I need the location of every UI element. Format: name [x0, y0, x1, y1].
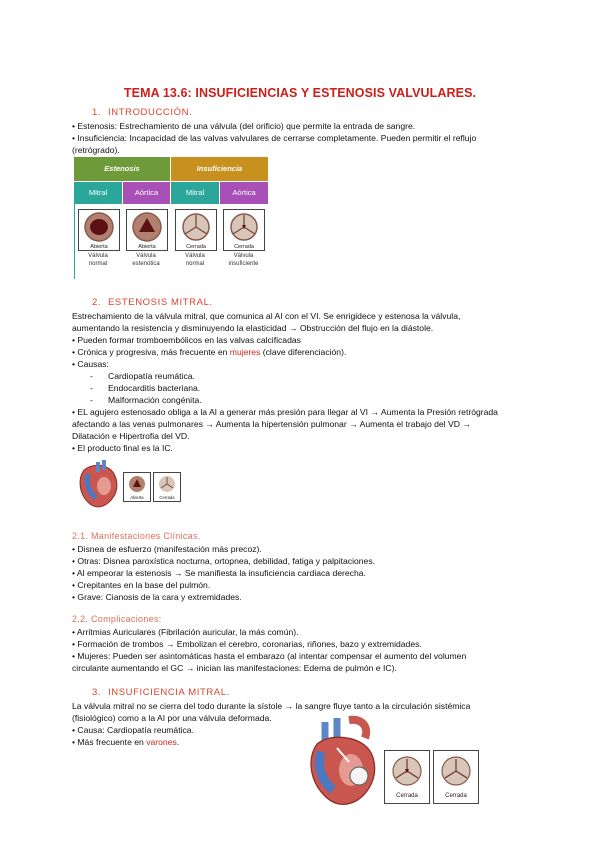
svg-text:Abierta: Abierta: [130, 495, 144, 500]
valve-image-insufficient: [223, 209, 265, 251]
section-1-heading: [92, 107, 192, 118]
list-item: - Cardiopatía reumática.: [90, 371, 195, 381]
list-item: - Endocarditis bacteriana.: [90, 383, 201, 393]
valve-caption: Válvula normal: [185, 253, 205, 267]
valve-image-closed-normal: [175, 209, 217, 251]
text-line: • Pueden formar tromboembólicos en las valvas calcificadas: [72, 335, 301, 345]
col-mitral-2: Mitral: [171, 182, 219, 204]
text-line: • Más frecuente en varones.: [72, 737, 180, 747]
section-2-number: 2.: [92, 297, 102, 308]
valve-caption: Válvula estenótica: [132, 253, 160, 267]
text-line: • Crepitantes en la base del pulmón.: [72, 580, 211, 590]
text-line: (fisiológico) como a la AI por una válvula deformada.: [72, 713, 272, 723]
stenosis-valve-open: [123, 472, 151, 502]
highlight-varones: varones: [146, 737, 177, 747]
valve-state-label: Abierta: [138, 244, 156, 250]
text-line: • Al empeorar la estenosis → Se manifiesta la insuficiencia cardiaca derecha.: [72, 568, 366, 578]
list-item: - Malformación congénita.: [90, 395, 202, 405]
closed-valve-icon: [176, 210, 216, 250]
valve-image-stenotic: [126, 209, 168, 251]
stenotic-valve-icon: [127, 210, 167, 250]
text-line: • EL agujero estenosado obliga a la AI a generar más presión para llegar al VI → Aumenta la Presión retrógrada: [72, 407, 498, 417]
section-2-title: ESTENOSIS MITRAL.: [108, 297, 213, 308]
text-line: • Mujeres: Pueden ser asintomáticas hasta el embarazo (al intentar compensar el aumento del volumen: [72, 651, 467, 661]
insufficient-valve-icon: [224, 210, 264, 250]
svg-text:Cerrada: Cerrada: [396, 793, 418, 799]
header-insuficiencia: Insuficiencia: [171, 157, 268, 181]
text-line: Estrechamiento de la válvula mitral, que comunica al AI con el VI. Se enrigidece y estenosa la válvula,: [72, 311, 461, 321]
section-2-heading: [92, 297, 213, 308]
text-line: • Formación de trombos → Embolizan el cerebro, coronarias, riñones, bazo y extremidades.: [72, 639, 422, 649]
text-line: afectando a las venas pulmonares → Aumenta la hipertensión pulmonar → Aumenta el trabajo del VD →: [72, 419, 471, 429]
text-line: • Disnea de esfuerzo (manifestación más precoz).: [72, 544, 262, 554]
text-line: • Otras: Disnea paroxística nocturna, ortopnea, debilidad, fatiga y palpitaciones.: [72, 556, 376, 566]
col-aortica-2: Aórtica: [220, 182, 268, 204]
col-aortica-1: Aórtica: [123, 182, 170, 204]
subsection-2-2-heading: 2.2. Complicaciones:: [72, 614, 162, 624]
valve-state-label: Cerrada: [186, 244, 206, 250]
text-line: • Crónica y progresiva, más frecuente en mujeres (clave diferenciación).: [72, 347, 347, 357]
header-estenosis: Estenosis: [74, 157, 170, 181]
valve-caption: Válvula normal: [88, 253, 108, 267]
text-line: • El producto final es la IC.: [72, 443, 173, 453]
text-line: circulante aumentando el GC → inician las manifestaciones: Edema de pulmón e IC).: [72, 663, 397, 673]
text-line: Dilatación e Hipertrofia del VD.: [72, 431, 190, 441]
svg-text:Cerrada: Cerrada: [445, 793, 467, 799]
open-valve-icon: [124, 473, 150, 501]
subsection-2-1-heading: 2.1. Manifestaciones Clínicas.: [72, 531, 201, 541]
svg-text:Cerrada: Cerrada: [159, 495, 175, 500]
valve-caption: Válvula insuficiente: [228, 253, 259, 267]
text-line: • Grave: Cianosis de la cara y extremidades.: [72, 592, 242, 602]
col-mitral-1: Mitral: [74, 182, 122, 204]
insufficiency-valve-1: [384, 750, 430, 804]
closed-valve-icon: [434, 751, 478, 803]
text-line: • Causas:: [72, 359, 109, 369]
valve-comparison-figure: [74, 157, 268, 279]
section-1-number: 1.: [92, 107, 102, 118]
section-3-heading: [92, 687, 230, 698]
valve-image-open-mitral: [78, 209, 120, 251]
open-valve-icon: [79, 210, 119, 250]
heart-illustration-icon: [303, 714, 383, 814]
closed-valve-icon: [154, 473, 180, 501]
text-line: • Causa: Cardiopatía reumática.: [72, 725, 194, 735]
valve-state-label: Cerrada: [234, 244, 254, 250]
text-line: La válvula mitral no se cierra del todo durante la sístole → la sangre fluye tanto a la circulación sistémica: [72, 701, 471, 711]
text-line: • Insuficiencia: Incapacidad de las valvas valvulares de cerrarse completamente. Pueden permitir el reflujo: [72, 133, 477, 143]
highlight-mujeres: mujeres: [229, 347, 261, 357]
text-line: (retrógrado).: [72, 145, 120, 155]
section-1-title: INTRODUCCIÓN.: [108, 107, 193, 118]
closed-valve-icon: [385, 751, 429, 803]
section-3-number: 3.: [92, 687, 102, 698]
text-line: aumentando la resistencia y disminuyendo la elasticidad → Obstrucción del flujo en la diástole.: [72, 323, 434, 333]
valve-state-label: Abierta: [90, 244, 108, 250]
text-line: • Estenosis: Estrechamiento de una válvula (del orificio) que permite la entrada de sangre.: [72, 121, 416, 131]
section-3-title: INSUFICIENCIA MITRAL.: [108, 687, 230, 698]
document-title: TEMA 13.6: INSUFICIENCIAS Y ESTENOSIS VALVULARES.: [123, 86, 477, 100]
insufficiency-valve-2: [433, 750, 479, 804]
text-line: • Arritmias Auriculares (Fibrilación auricular, la más común).: [72, 627, 299, 637]
heart-illustration-icon: [74, 456, 122, 512]
stenosis-valve-closed: [153, 472, 181, 502]
